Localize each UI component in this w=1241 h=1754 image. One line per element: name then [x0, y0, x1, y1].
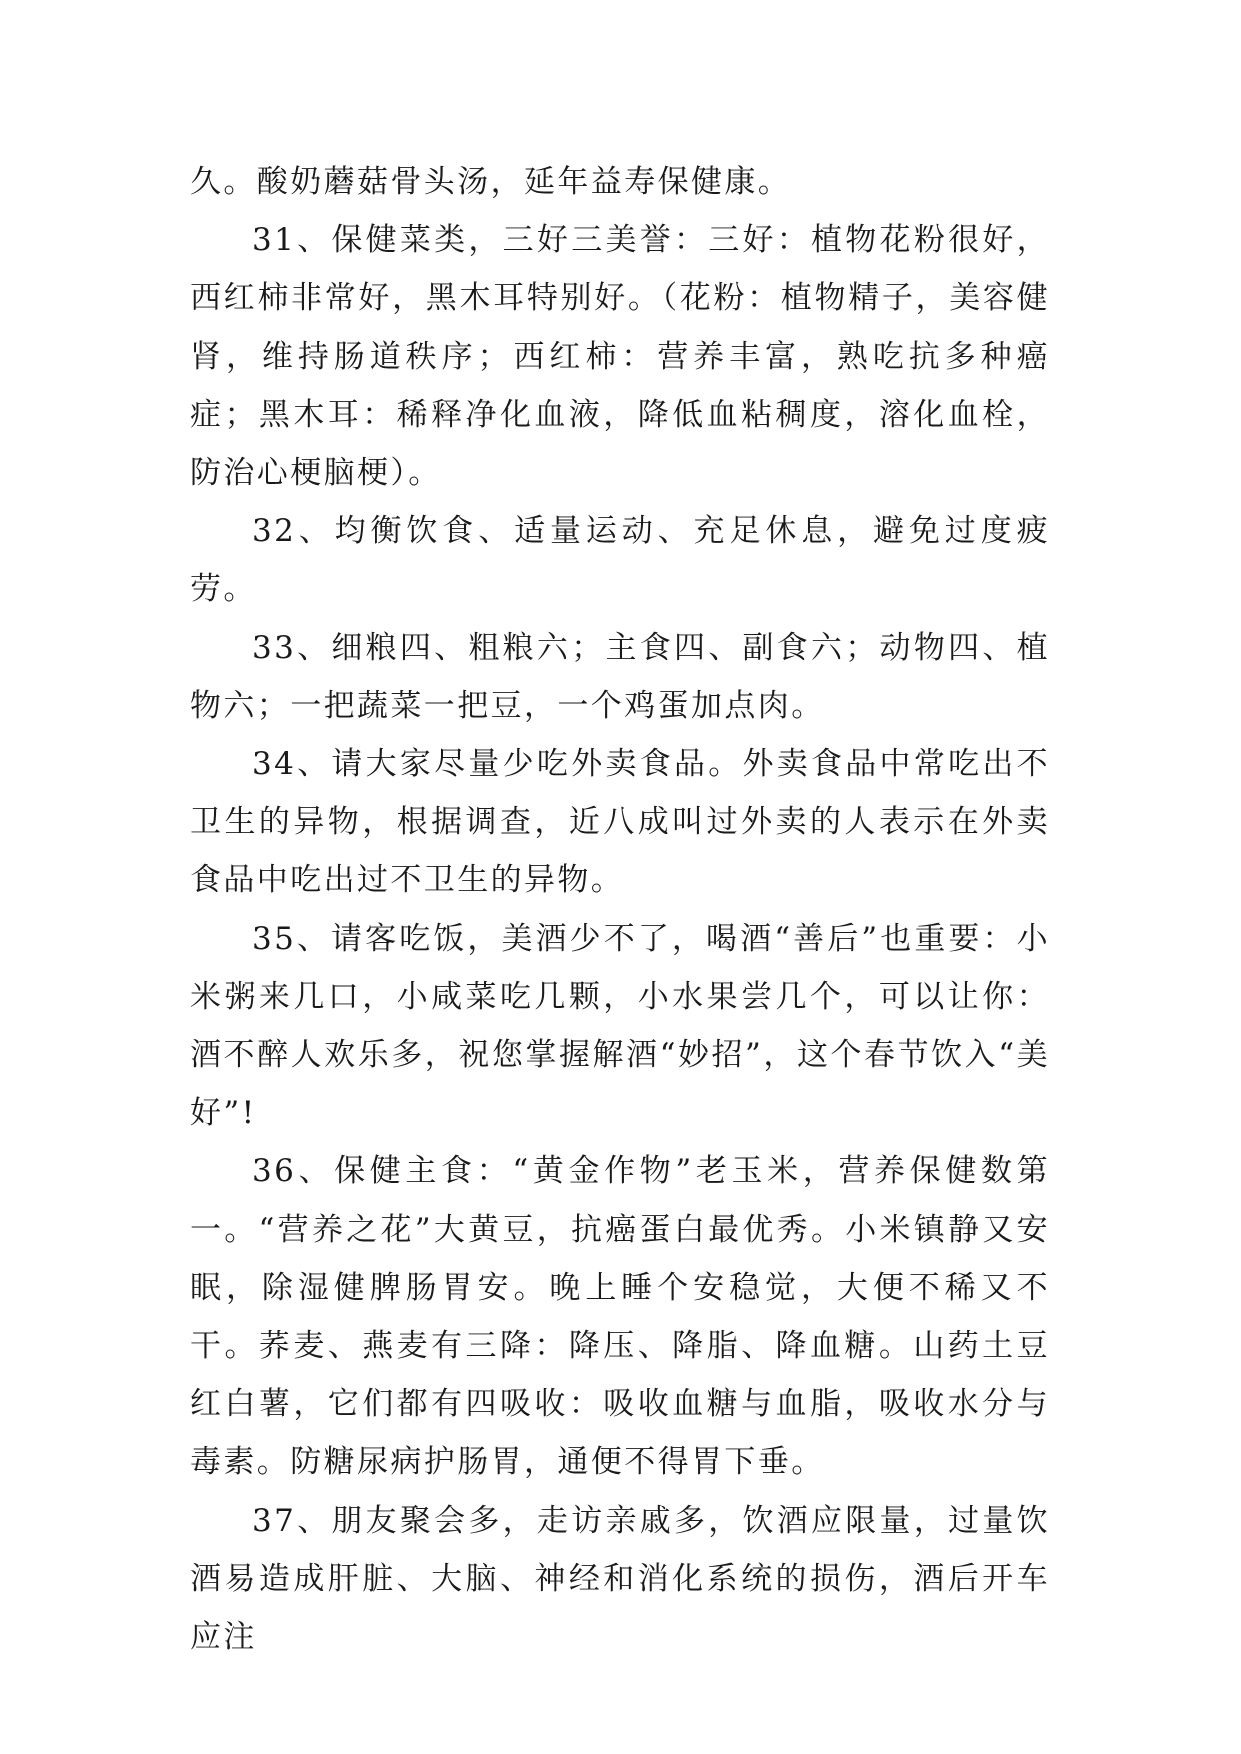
paragraph-item-31: 31、保健菜类，三好三美誉：三好：植物花粉很好，西红柿非常好，黑木耳特别好。（花粉：植物精子，美容健肾，维持肠道秩序；西红柿：营养丰富，熟吃抗多种癌症；黑木耳：稀释净化血液，降低血粘稠度，溶化血栓，防治心梗脑梗）。 — [190, 222, 1050, 492]
paragraph-item-35: 35、请客吃饭，美酒少不了，喝酒“善后”也重要：小米粥来几口，小咸菜吃几颗，小水果尝几个，可以让你：酒不醉人欢乐多，祝您掌握解酒“妙招”，这个春节饮入“美好”! — [190, 920, 1050, 1132]
document-body — [190, 153, 1050, 1666]
paragraph-continuation: 久。酸奶蘑菇骨头汤，延年益寿保健康。 — [190, 164, 792, 200]
paragraph-item-34: 34、请大家尽量少吃外卖食品。外卖食品中常吃出不卫生的异物，根据调查，近八成叫过外卖的人表示在外卖食品中吃出过不卫生的异物。 — [190, 746, 1050, 899]
paragraph-item-32: 32、均衡饮食、适量运动、充足休息，避免过度疲劳。 — [190, 513, 1050, 608]
paragraph-item-33: 33、细粮四、粗粮六；主食四、副食六；动物四、植物六；一把蔬菜一把豆，一个鸡蛋加点肉。 — [190, 629, 1050, 724]
paragraph-item-36: 36、保健主食：“黄金作物”老玉米，营养保健数第一。“营养之花”大黄豆，抗癌蛋白最优秀。小米镇静又安眠，除湿健脾肠胃安。晚上睡个安稳觉，大便不稀又不干。荞麦、燕麦有三降：降压、降脂、降血糖。山药土豆红白薯，它们都有四吸收：吸收血糖与血脂，吸收水分与毒素。防糖尿病护肠胃，通便不得胃下垂。 — [190, 1153, 1050, 1481]
paragraph-item-37: 37、朋友聚会多，走访亲戚多，饮酒应限量，过量饮酒易造成肝脏、大脑、神经和消化系统的损伤，酒后开车应注 — [190, 1502, 1050, 1656]
